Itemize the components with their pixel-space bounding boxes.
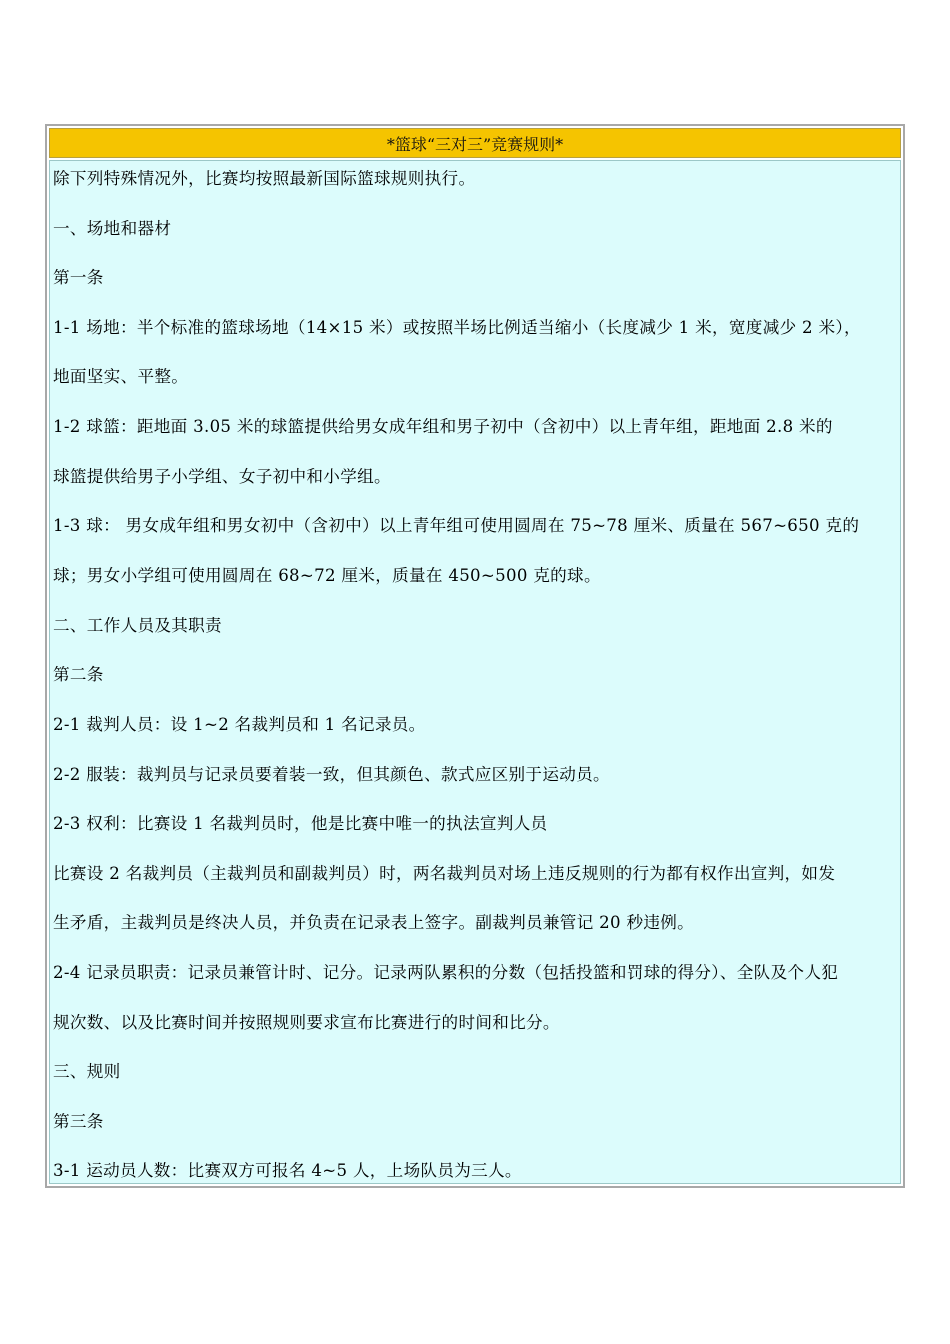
section-heading-staff: 二、工作人员及其职责 <box>53 616 222 635</box>
section-heading-venue: 一、场地和器材 <box>53 219 172 238</box>
rule-2-3-line-1: 2-3 权利：比赛设 1 名裁判员时，他是比赛中唯一的执法宣判人员 <box>53 814 548 833</box>
rules-title: *篮球“三对三”竞赛规则* <box>386 134 564 154</box>
rule-3-1: 3-1 运动员人数：比赛双方可报名 4~5 人，上场队员为三人。 <box>53 1161 522 1180</box>
rules-title-cell <box>49 128 901 158</box>
rule-2-3-line-3: 生矛盾，主裁判员是终决人员，并负责在记录表上签字。副裁判员兼管记 20 秒违例。 <box>53 913 695 932</box>
rules-body-cell <box>49 160 901 1184</box>
rule-1-2-line-2: 球篮提供给男子小学组、女子初中和小学组。 <box>53 467 391 486</box>
article-heading-2: 第二条 <box>53 665 104 684</box>
rule-1-3-line-1: 1-3 球： 男女成年组和男女初中（含初中）以上青年组可使用圆周在 75~78 厘米、质量在 567~650 克的 <box>53 516 860 535</box>
rule-2-1: 2-1 裁判人员：设 1~2 名裁判员和 1 名记录员。 <box>53 715 426 734</box>
rule-2-4-line-1: 2-4 记录员职责：记录员兼管计时、记分。记录两队累积的分数（包括投篮和罚球的得分）、全队及个人犯 <box>53 963 839 982</box>
intro-paragraph: 除下列特殊情况外，比赛均按照最新国际篮球规则执行。 <box>53 169 476 188</box>
article-heading-1: 第一条 <box>53 268 104 287</box>
rule-2-2: 2-2 服装：裁判员与记录员要着装一致，但其颜色、款式应区别于运动员。 <box>53 765 610 784</box>
rule-1-3-line-2: 球；男女小学组可使用圆周在 68~72 厘米，质量在 450~500 克的球。 <box>53 566 601 585</box>
section-heading-rules: 三、规则 <box>53 1062 121 1081</box>
rule-1-1-line-1: 1-1 场地：半个标准的篮球场地（14×15 米）或按照半场比例适当缩小（长度减少 1 米，宽度减少 2 米）， <box>53 318 861 337</box>
rule-2-3-line-2: 比赛设 2 名裁判员（主裁判员和副裁判员）时，两名裁判员对场上违反规则的行为都有权作出宣判，如发 <box>53 864 836 883</box>
rules-table <box>45 124 905 1188</box>
rule-2-4-line-2: 规次数、以及比赛时间并按照规则要求宣布比赛进行的时间和比分。 <box>53 1013 560 1032</box>
rule-1-1-line-2: 地面坚实、平整。 <box>53 367 189 386</box>
rule-1-2-line-1: 1-2 球篮：距地面 3.05 米的球篮提供给男女成年组和男子初中（含初中）以上青年组，距地面 2.8 米的 <box>53 417 833 436</box>
article-heading-3: 第三条 <box>53 1112 104 1131</box>
